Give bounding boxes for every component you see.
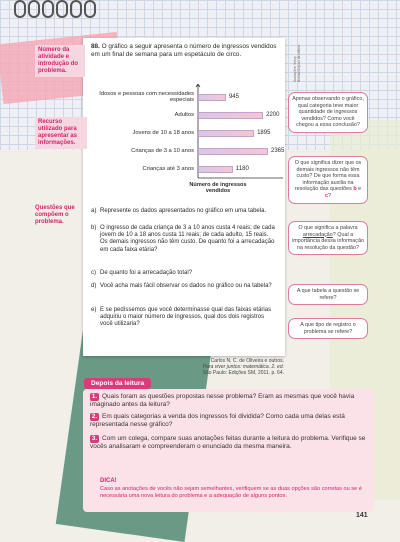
illustration-credit: Ilustrações: Setup Bureau/Arquivo da editora [293,44,301,82]
source-citation: Carlos N. C. de Oliveira e outros. Para viver juntos: matemática. 2. ed. São Paulo: Edições SM, 2011. p. 64. [202,358,284,376]
value-label: 2200 [266,111,280,118]
note-right-table: A que tabela a questão se refere? [288,284,368,305]
note-right-no-cost: O que significa dizer que os demais ingressos não têm custo? De que forma essa informação auxilia na resolução das questões b e c? [288,156,368,204]
value-label: 1180 [235,165,249,172]
note-activity-number: Número da atividade e introdução do problema. [35,45,85,77]
note-questions: Questões que compõem o problema. [35,205,75,225]
tip-label: DICA! [100,478,117,484]
item-b: b) O ingresso de cada criança de 3 a 10 anos custa 4 reais; de cada jovem de 10 a 18 anos custa 11 reais; de cada adulto, 15 reais. Os demais ingressos não têm custo. De quanto foi a arrecadação em cada faixa etária? [91,225,275,253]
bar [198,148,268,155]
after-reading-tag: Depois da leitura [84,378,151,389]
problem-paper [83,38,301,356]
question-intro: 88. O gráfico a seguir apresenta o número de ingressos vendidos em um final de semana para um espetáculo de circo. [91,43,277,58]
note-right-record: A que tipo de registro o problema se refere? [288,318,368,339]
item-c: c) De quanto foi a arrecadação total? [91,270,193,276]
bar [198,166,233,173]
note-resource: Recurso utilizado para apresentar as informações. [35,117,87,149]
note-right-graph-observation: Apenas observando o gráfico, qual categoria teve maior quantidade de ingressos vendidos? Como você chegou a essa conclusão? [288,92,368,133]
after-reading-q2: 2. Em quais categorias a venda dos ingressos foi dividida? Como cada uma delas está representada nesse gráfico? [90,413,345,428]
value-label: 1895 [257,129,271,136]
item-e: e) E se pedíssemos que você determinasse qual das faixas etárias adquiriu o maior número de ingressos, qual dos dois registros você utilizaria? [91,307,272,328]
bar [198,130,254,137]
category-label: Idosos e pessoas com necessidades especiais [99,90,194,103]
bar [198,112,263,119]
value-label: 945 [228,93,239,100]
item-d: d) Você acha mais fácil observar os dados no gráfico ou na tabela? [91,283,272,289]
category-label: Jovens de 10 a 18 anos [132,129,194,136]
after-reading-q1: 1. Quais foram as questões propostas nesse problema? Eram as mesmas que você havia imaginado antes da leitura? [90,393,355,408]
tip-text: Caso as anotações de vocês não sejam semelhantes, verifiquem se as duas opções são corretas ou se é necessária uma nova leitura do problema e a adequação de alguns pontos. [100,486,362,499]
page-number: 141 [356,512,368,519]
note-right-arrecadacao: O que significa a palavra arrecadação? Qual a importância dessa informação na resolução da questão? [288,221,368,255]
after-reading-q3: 3. Com um colega, compare suas anotações feitas durante a leitura do problema. Verifique se vocês analisaram e compreenderam o enunciado da mesma maneira. [90,435,366,450]
category-label: Crianças de 3 a 10 anos [131,147,194,154]
x-axis-label: Número de ingressos vendidos [189,182,247,195]
item-a: a) Represente os dados apresentados no gráfico em uma tabela. [91,208,267,214]
category-label: Adultos [174,111,194,118]
value-label: 2365 [271,147,285,154]
bar [198,94,226,101]
ticket-bar-chart [83,84,283,202]
category-label: Crianças até 3 anos [142,165,194,172]
